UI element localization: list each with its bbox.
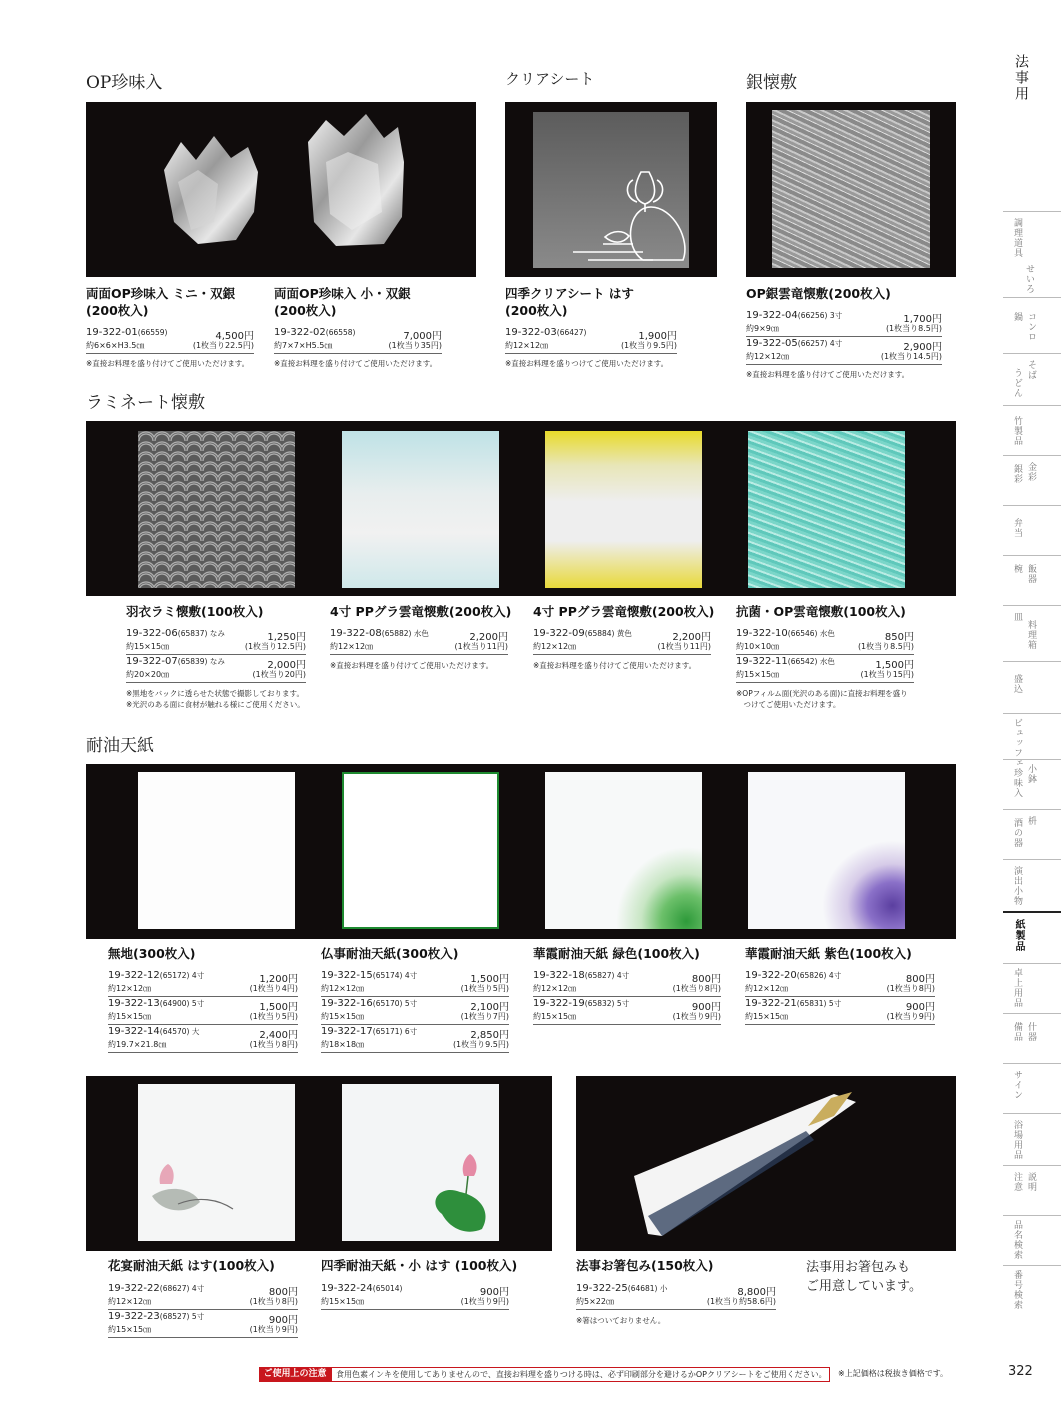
promo-text: 法事用お箸包みも ご用意しています。	[806, 1260, 922, 1294]
product-photo-gin-unryu	[746, 102, 956, 277]
sidebar-item-sign[interactable]: サイン	[1003, 1063, 1061, 1114]
chopstick-wrapper	[576, 1076, 956, 1251]
price-row: 19-322-07(65839) なみ 2,000円 約20×20㎝ (1枚当り20円)	[126, 655, 306, 683]
clear-sheet-swatch	[533, 112, 689, 268]
price-row: 19-322-25(64681) 小 8,800円 約5×22㎝ (1枚当り約58.6円)	[576, 1282, 776, 1310]
sidebar-item-chinmi[interactable]: 小鉢 珍味入	[1003, 759, 1061, 810]
product-name-p4: OP銀雲竜懐敷(200枚入)	[746, 286, 891, 301]
tax-note: ※上記価格は税抜き価格です。	[838, 1369, 949, 1378]
price-row: 19-322-02(66558) 7,000円 約7×7×H5.5㎝ (1枚当り35円)	[274, 326, 442, 354]
price-row: 19-322-24(65014) 900円 約15×15㎝ (1枚当り9円)	[321, 1282, 509, 1310]
butsuji-swatch	[342, 772, 499, 929]
price-row: 19-322-13(64900) 5寸 1,500円 約15×15㎝ (1枚当り5円)	[108, 997, 298, 1025]
product-name-p6: 4寸 PPグラ雲竜懐敷(200枚入)	[330, 604, 512, 619]
hagoromo-swatch	[138, 431, 295, 588]
gin-unryu-swatch	[772, 110, 930, 268]
sidebar-item-sake[interactable]: 酒の器 枡	[1003, 809, 1061, 860]
price-rows-p14	[321, 1282, 509, 1310]
sidebar-item-bango[interactable]: 番号検索	[1003, 1265, 1061, 1316]
kokin-unryu-swatch	[748, 431, 905, 588]
section-title-gin-kaishiki: 銀懐敷	[746, 73, 797, 93]
product-photo-laminate	[86, 421, 956, 596]
caution-label: ご使用上の注意	[259, 1367, 331, 1382]
sidebar-item-udon[interactable]: うどん そば	[1003, 353, 1061, 406]
sidebar-item-buffet[interactable]: ビュッフェ	[1003, 713, 1061, 760]
note-p4: ※直接お料理を盛り付けてご使用いただけます。	[746, 370, 910, 379]
price-rows-p12	[745, 969, 935, 1025]
product-name-p10: 仏事耐油天紙(300枚入)	[321, 946, 459, 961]
section-title-laminate: ラミネート懐敷	[86, 393, 205, 413]
sidebar-current: 法事用	[1013, 54, 1029, 102]
price-rows-p6	[330, 627, 508, 655]
price-row: 19-322-15(65174) 4寸 1,500円 約12×12㎝ (1枚当り5円)	[321, 969, 509, 997]
price-rows-p2	[274, 326, 442, 354]
note-p8: ※OPフィルム面(光沢のある面)に直接お料理を盛り つけてご使用いただけます。	[736, 689, 908, 709]
product-name-p7: 4寸 PPグラ雲竜懐敷(200枚入)	[533, 604, 715, 619]
note-p5: ※黒地をバックに透らせた状態で撮影しております。 ※光沢のある面に食材が触れる様にご使用ください。	[126, 689, 305, 709]
price-rows-p7	[533, 627, 711, 655]
kaen-hasu-swatch	[138, 1084, 295, 1241]
silver-cup-images	[86, 102, 476, 277]
price-rows-p9	[108, 969, 298, 1053]
price-rows-p4	[746, 309, 942, 365]
price-row: 19-322-20(65826) 4寸 800円 約12×12㎝ (1枚当り8円)	[745, 969, 935, 997]
note-p7: ※直接お料理を盛り付けてご使用いただけます。	[533, 661, 697, 670]
price-rows-p8	[736, 627, 914, 683]
sidebar-item-yokujo[interactable]: 浴場用品	[1003, 1113, 1061, 1166]
price-rows-p10	[321, 969, 509, 1053]
sidebar-item-sara[interactable]: 皿 料理箱	[1003, 605, 1061, 662]
kaka-murasaki-swatch	[748, 772, 905, 929]
note-p2: ※直接お料理を盛り付けてご使用いただけます。	[274, 359, 438, 368]
sidebar-item-enshutsu[interactable]: 演出小物	[1003, 859, 1061, 912]
product-name-p3: 四季クリアシート はす (200枚入)	[505, 286, 634, 318]
product-name-p13: 花宴耐油天紙 はす(100枚入)	[108, 1258, 275, 1273]
price-row: 19-322-11(66542) 水色 1,500円 約15×15㎝ (1枚当り15円)	[736, 655, 914, 683]
price-row: 19-322-19(65832) 5寸 900円 約15×15㎝ (1枚当り9円)	[533, 997, 721, 1025]
price-rows-p1	[86, 326, 254, 354]
product-photo-clear-sheet	[505, 102, 717, 277]
page-number: 322	[1008, 1364, 1033, 1379]
lotus-print	[533, 112, 689, 268]
sidebar-index	[1003, 0, 1061, 1401]
sidebar-item-morikomi[interactable]: 盛込	[1003, 661, 1061, 714]
sidebar-item-take[interactable]: 竹製品	[1003, 405, 1061, 456]
price-row: 19-322-12(65172) 4寸 1,200円 約12×12㎝ (1枚当り4円)	[108, 969, 298, 997]
product-name-p5: 羽衣ラミ懐敷(100枚入)	[126, 604, 264, 619]
section-title-clear-sheet: クリアシート	[505, 70, 595, 88]
sidebar-item-hinmei[interactable]: 品名検索	[1003, 1215, 1061, 1266]
sidebar-item-bihin[interactable]: 備品 什器	[1003, 1013, 1061, 1064]
product-photo-ohashi	[576, 1076, 956, 1251]
note-p1: ※直接お料理を盛り付けてご使用いただけます。	[86, 359, 250, 368]
price-row: 19-322-03(66427) 1,900円 約12×12㎝ (1枚当り9.5円)	[505, 326, 677, 354]
section-title-op-chinmi: OP珍味入	[86, 73, 163, 93]
price-row: 19-322-10(66546) 水色 850円 約10×10㎝ (1枚当り8.5円)	[736, 627, 914, 655]
sidebar-item-chori[interactable]: 調理道具 せいろ	[1003, 211, 1061, 298]
sidebar-item-chui[interactable]: 注意 説明	[1003, 1165, 1061, 1216]
note-p6: ※直接お料理を盛り付けてご使用いただけます。	[330, 661, 494, 670]
caution-text: 食用色素インキを使用してありませんので、直接お料理を盛りつける時は、必ず印刷部分を避けるかOPクリアシートをご使用ください。	[331, 1367, 830, 1382]
price-row: 19-322-01(66559) 4,500円 約6×6×H3.5㎝ (1枚当り22.5円)	[86, 326, 254, 354]
product-name-p9: 無地(300枚入)	[108, 946, 196, 961]
price-row: 19-322-16(65170) 5寸 2,100円 約15×15㎝ (1枚当り7円)	[321, 997, 509, 1025]
product-photo-hasu	[86, 1076, 552, 1251]
price-row: 19-322-22(68627) 4寸 800円 約12×12㎝ (1枚当り8円)	[108, 1282, 298, 1310]
lotus-leaf-print	[342, 1084, 499, 1241]
note-p15: ※箸はついておりません。	[576, 1316, 666, 1325]
product-name-p11: 華霞耐油天紙 緑色(100枚入)	[533, 946, 700, 961]
sidebar-item-bento[interactable]: 弁当	[1003, 505, 1061, 556]
product-photo-taiyu	[86, 764, 956, 939]
price-row: 19-322-09(65884) 黄色 2,200円 約12×12㎝ (1枚当り11円)	[533, 627, 711, 655]
price-rows-p5	[126, 627, 306, 683]
sidebar-item-takujo[interactable]: 卓上用品	[1003, 963, 1061, 1014]
price-rows-p11	[533, 969, 721, 1025]
pp-mizuiro-swatch	[342, 431, 499, 588]
pp-kiiro-swatch	[545, 431, 702, 588]
product-name-p14: 四季耐油天紙・小 はす (100枚入)	[321, 1258, 518, 1273]
section-title-taiyu: 耐油天紙	[86, 736, 154, 756]
sidebar-item-kinsai[interactable]: 銀彩 金彩	[1003, 455, 1061, 506]
price-row: 19-322-08(65882) 水色 2,200円 約12×12㎝ (1枚当り11円)	[330, 627, 508, 655]
sidebar-item-nabe[interactable]: 鍋 コンロ	[1003, 297, 1061, 354]
product-name-p8: 抗菌・OP雲竜懐敷(100枚入)	[736, 604, 906, 619]
price-rows-p3	[505, 326, 677, 354]
price-row: 19-322-14(64570) 大 2,400円 約19.7×21.8㎝ (1枚当り8円)	[108, 1025, 298, 1053]
note-p3: ※直接お料理を盛りつけてご使用いただけます。	[505, 359, 669, 368]
sidebar-item-wan[interactable]: 椀 飯器	[1003, 555, 1061, 606]
muji-swatch	[138, 772, 295, 929]
product-name-p15: 法事お箸包み(150枚入)	[576, 1258, 714, 1273]
price-row: 19-322-17(65171) 6寸 2,850円 約18×18㎝ (1枚当り9.5円)	[321, 1025, 509, 1053]
price-rows-p13	[108, 1282, 298, 1338]
price-row: 19-322-23(68527) 5寸 900円 約15×15㎝ (1枚当り9円)	[108, 1310, 298, 1338]
price-row: 19-322-05(66257) 4寸 2,900円 約12×12㎝ (1枚当り14.5円)	[746, 337, 942, 365]
price-row: 19-322-18(65827) 4寸 800円 約12×12㎝ (1枚当り8円)	[533, 969, 721, 997]
product-name-p12: 華霞耐油天紙 紫色(100枚入)	[745, 946, 912, 961]
sidebar-item-kami-active[interactable]: 紙製品	[1003, 911, 1061, 965]
shiki-hasu-swatch	[342, 1084, 499, 1241]
lotus-painting	[138, 1084, 295, 1241]
product-name-p1: 両面OP珍味入 ミニ・双銀 (200枚入)	[86, 286, 236, 318]
price-row: 19-322-06(65837) なみ 1,250円 約15×15㎝ (1枚当り12.5円)	[126, 627, 306, 655]
product-photo-op-chinmi	[86, 102, 476, 277]
price-row: 19-322-04(66256) 3寸 1,700円 約9×9㎝ (1枚当り8.5円)	[746, 309, 942, 337]
product-name-p2: 両面OP珍味入 小・双銀 (200枚入)	[274, 286, 411, 318]
price-row: 19-322-21(65831) 5寸 900円 約15×15㎝ (1枚当り9円)	[745, 997, 935, 1025]
price-rows-p15	[576, 1282, 776, 1310]
kaka-midori-swatch	[545, 772, 702, 929]
